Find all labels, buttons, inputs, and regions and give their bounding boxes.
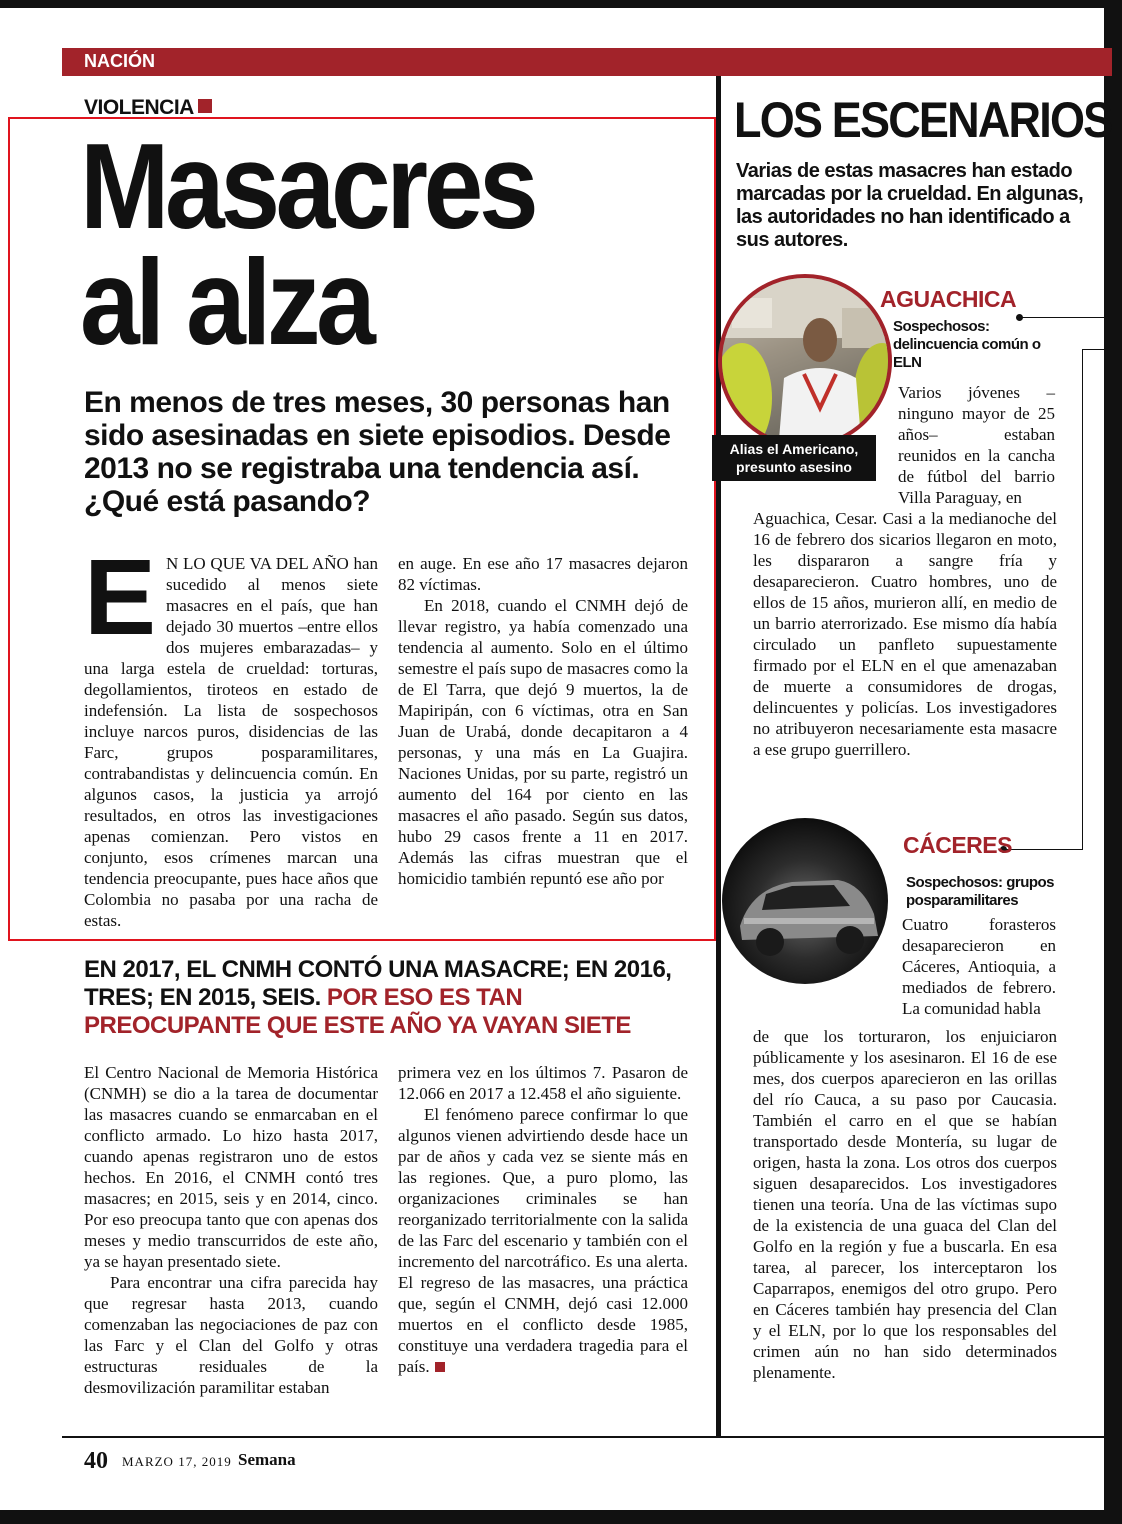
caceres-text-wrap: Cuatro forasteros desaparecieron en Cáceres, Antioquia, a mediados de febrero. La comunidad habla [902, 915, 1056, 1018]
burned-car-icon [722, 818, 888, 984]
kicker-square-icon [198, 99, 212, 113]
pull-quote-red: POR ESO ES TAN PREOCUPANTE QUE ESTE AÑO YA VAYAN SIETE [84, 984, 631, 1039]
intro-text: han sucedido al menos siete masacres en el país, que han dejado 30 muertos –entre ellos dos mujeres embarazadas– y una larga estela de crueldad: torturas, degollamientos, tiroteos en estado de indefensión. La lista de sospechosos incluye narcos puros, disidencias de las Farc, grupos posparamilitares, contrabandistas y delincuencia común. En algunos casos, la justicia ya arrojó resultados, en otros las investigaciones apenas comienzan. Pero vistos en conjunto, esos crímenes marcan una tendencia preocupante, pues hace años que Colombia no pasaba por una racha de estas. [84, 554, 378, 930]
sidebar-intro: Varias de estas masacres han estado marcadas por la crueldad. En algunas, las autoridades no han identificado a sus autores. [736, 160, 1084, 251]
paragraph-text: El fenómeno parece confirmar lo que algunos vienen advirtiendo desde hace un par de años y cada vez se siente más en las regiones. Que, a puro plomo, las organizaciones criminales se han reorganizado territorialmente con la salida de las Farc del escenario y también con el incremento del narcotráfico. Es una alerta. El regreso de las masacres, una práctica que, según el CNMH, dejó casi 12.000 muertos en el conflicto desde 1985, constituye una verdadera tragedia para el país. [398, 1105, 688, 1376]
aguachica-text: Aguachica, Cesar. Casi a la medianoche del 16 de febrero dos sicarios llegaron en moto, les dispararon a sangre fría y desaparecieron. Cuatro hombres, uno de ellos de 15 años, murieron allí, en medio de un barrio aterrorizado. Ese mismo día había circulado un panfleto supuestamente firmado por el ELN en el que amenazaban de muerte a consumidores de drogas, delincuentes y policías. Los investigadores no atribuyeron necesariamente esta masacre a ese grupo guerrillero. [753, 509, 1057, 759]
suspect-photo-icon [722, 278, 892, 448]
photo-caption: Alias el Americano, presunto asesino [712, 435, 876, 481]
section-bar [62, 48, 1112, 76]
headline-line2: al alza [80, 234, 372, 370]
article-column-3 [84, 1062, 378, 1398]
dropcap: E [84, 536, 157, 657]
place-heading-caceres: CÁCERES [903, 832, 1012, 858]
magazine-name: Semana [238, 1450, 296, 1469]
section-label: NACIÓN [84, 51, 155, 71]
headline-line1: Masacres [80, 118, 535, 254]
bottom-rule [62, 1436, 1112, 1438]
deck: En menos de tres meses, 30 personas han sido asesinadas en siete episodios. Desde 2013 no se registraba una tendencia así. ¿Qué está pasando? [84, 386, 671, 518]
paragraph: El Centro Nacional de Memoria Histórica (CNMH) se dio a la tarea de documentar las masacres cuando se enmarcaban en el conflicto armado. Lo hizo hasta 2017, cuando apenas registraron uno de estos hechos. En 2016, el CNMH contó tres masacres; en 2015, seis y en 2014, cinco. Por eso preocupa tanto que con apenas dos meses y medio transcurridos de este año, ya se hayan presentado siete. [84, 1063, 378, 1271]
paragraph: En 2018, cuando el CNMH dejó de llevar registro, ya había comenzado una tendencia al aumento. Solo en el último semestre el país supo de masacres como la de El Tarra, que dejó 9 muertos, la de Mapiripán, con 6 víctimas, otra en San Juan de Urabá, donde decapitaron a 4 personas, y una más en La Guajira. Naciones Unidas, por su parte, registró un aumento del 164 por ciento en las masacres el año pasado. Según sus datos, hubo 29 casos frente a 11 en 2017. Además las cifras muestran que el homicidio también repuntó ese año por [398, 596, 688, 888]
caceres-text: de que los torturaron, los enjuiciaron públicamente y los asesinaron. El 16 de ese mes, dos cuerpos aparecieron en las orillas del río Cauca, a su paso por Caucasia. También el carro en el que se habían transportado desde Montería, su lugar de origen, hasta la zona. Los otros dos cuerpos siguen desaparecidos. Los investigadores tienen una teoría. Una de las víctimas supo de la existencia de una guaca del Clan del Golfo en la región y fue a buscarla. En esa tarea, al parecer, los interceptaron los Caparrapos, enemigos del otro grupo. Pero en Cáceres también hay presencia del Clan y el ELN, por lo que los responsables del crimen aún no han sido determinados plenamente. [753, 1027, 1057, 1382]
issue-date: MARZO 17, 2019 [122, 1454, 232, 1469]
intro-paragraph [84, 536, 378, 931]
paragraph [398, 1104, 688, 1377]
connector-line [1082, 349, 1083, 849]
article-column-4 [398, 1062, 688, 1377]
headline [80, 118, 626, 370]
article-column-2 [398, 553, 688, 889]
aguachica-text-wrap: Varios jóvenes –ninguno mayor de 25 años– estaban reunidos en la cancha de fútbol del barrio Villa Paraguay, en [898, 383, 1055, 507]
paragraph: primera vez en los últimos 7. Pasaron de 12.066 en 2017 a 12.458 el año siguiente. [398, 1063, 688, 1103]
page-number: 40 [84, 1448, 108, 1474]
aguachica-photo [718, 274, 892, 448]
scan-edge-top [0, 0, 1122, 8]
lead-caps: N LO QUE VA DEL AÑO [166, 554, 349, 573]
connector-line [1022, 317, 1104, 318]
paragraph: Para encontrar una cifra parecida hay que regresar hasta 2013, cuando comenzaban las negociaciones de paz con las Farc y el Clan del Golfo y otras estructuras residuales de la desmovilización paramilitar estaban [84, 1273, 378, 1397]
connector-line [1006, 849, 1083, 850]
scan-edge-right [1104, 0, 1122, 1524]
end-mark-icon [435, 1362, 445, 1372]
connector-line [1082, 349, 1104, 350]
paragraph: en auge. En ese año 17 masacres dejaron 82 víctimas. [398, 554, 688, 594]
pull-quote-black: EN 2017, EL CNMH CONTÓ UNA MASACRE; EN 2016, TRES; EN 2015, SEIS. [84, 956, 672, 1011]
suspects-caceres: Sospechosos: grupos posparamilitares [906, 874, 1055, 909]
place-heading-aguachica: AGUACHICA [880, 286, 1017, 312]
sidebar-title: LOS ESCENARIOS [734, 92, 1112, 148]
article-column-1 [84, 536, 378, 931]
pull-quote [84, 956, 704, 1040]
suspects-aguachica: Sospechosos: delincuencia común o ELN [893, 318, 1041, 371]
kicker-label: VIOLENCIA [84, 96, 194, 119]
scan-edge-bottom [0, 1510, 1122, 1524]
caceres-photo [722, 818, 888, 984]
